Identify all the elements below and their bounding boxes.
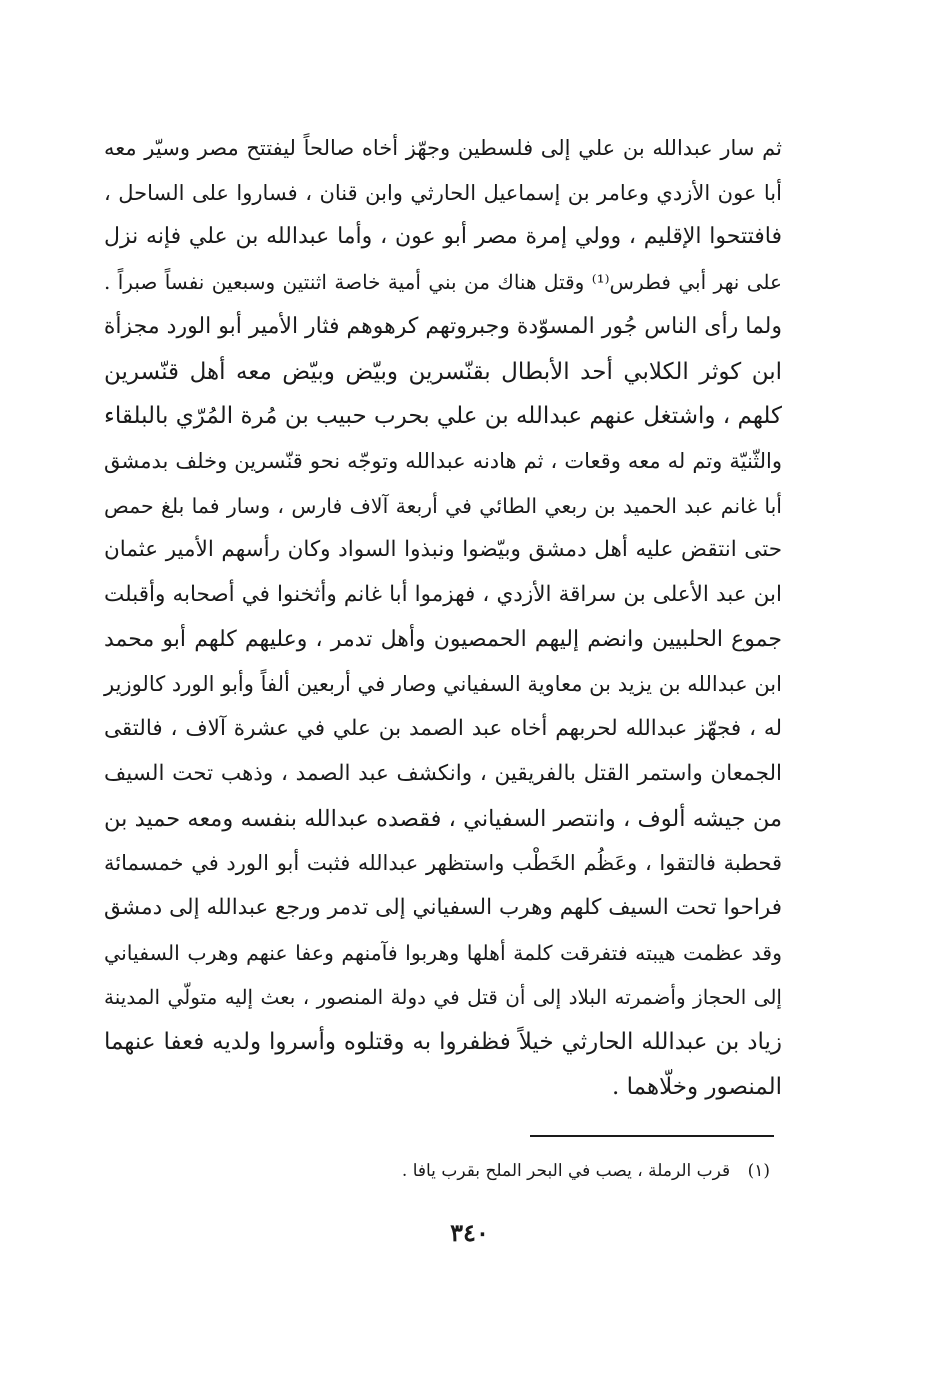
text-line: ثم سار عبدالله بن علي إلى فلسطين وجهّز أخاه صالحاً ليفتتح مصر وسيّر معه — [104, 136, 782, 160]
text-line: على نهر أبي فطرس⁽¹⁾ وقتل هناك من بني أمية خاصة اثنتين وسبعين نفساً صبراً . — [104, 270, 782, 295]
text-line: حتى انتقض عليه أهل دمشق وبيّضوا ونبذوا السواد وكان رأسهم الأمير عثمان — [104, 537, 782, 563]
text-line: وقد عظمت هيبته فتفرقت كلمة أهلها وهربوا فآمنهم وعفا عنهم وهرب السفياني — [104, 940, 782, 965]
text-line: ابن عبدالله بن يزيد بن معاوية السفياني وصار في أربعين ألفاً وأبو الورد كالوزير — [104, 672, 782, 697]
text-line: ولما رأى الناس جُور المسوّدة وجبروتهم كرهوهم فثار الأمير أبو الورد مجزأة — [103, 313, 782, 339]
text-line: من جيشه ألوف ، وانتصر السفياني ، فقصده عبدالله بنفسه ومعه حميد بن — [104, 805, 782, 832]
text-line: أبا عون الأزدي وعامر بن إسماعيل الحارثي وابن قنان ، فساروا على الساحل ، — [104, 180, 782, 205]
text-line: كلهم ، واشتغل عنهم عبدالله بن علي بحرب حبيب بن مُرة المُرّي بالبلقاء — [104, 403, 782, 430]
footnote-number: (١) — [747, 1161, 770, 1181]
text-line: فافتتحوا الإقليم ، وولي إمرة مصر أبو عون ، وأما عبدالله بن علي فإنه نزل — [104, 224, 782, 250]
footnote — [300, 1158, 770, 1184]
text-line: إلى الحجاز وأضمرته البلاد إلى أن قتل في دولة المنصور ، بعث إليه متولّي المدينة — [104, 985, 782, 1010]
text-line: أبا غانم عبد الحميد بن ربعي الطائي في أربعة آلاف فارس ، وسار فما بلغ حمص — [104, 493, 782, 518]
page-number: ٣٤٠ — [450, 1218, 489, 1247]
text-line: ابن كوثر الكلابي أحد الأبطال بقنّسرين وبيّض وبيّض معه أهل قنّسرين — [104, 358, 782, 385]
text-line: ابن عبد الأعلى بن سراقة الأزدي ، فهزموا أبا غانم وأثخنوا في أصحابه وأقبلت — [104, 582, 782, 608]
footnote-separator — [530, 1135, 774, 1137]
text-line: المنصور وخلّاهما . — [612, 1073, 782, 1100]
text-line: جموع الحلبيين وانضم إليهم الحمصيون وأهل تدمر ، وعليهم كلهم أبو محمد — [104, 626, 782, 652]
footnote-text: قرب الرملة ، يصب في البحر الملح بقرب يافا . — [401, 1161, 731, 1181]
text-line: زياد بن عبدالله الحارثي خيلاً فظفروا به وقتلوه وأسروا ولديه فعفا عنهما — [104, 1029, 782, 1056]
text-line: والثّنيّة وتم له معه وقعات ، ثم هادنه عبدالله وتوجّه نحو قنّسرين وخلف بدمشق — [104, 448, 782, 473]
text-line: فراحوا تحت السيف كلهم وهرب السفياني إلى تدمر ورجع عبدالله إلى دمشق — [104, 894, 782, 920]
text-line: قحطبة فالتقوا ، وعَظُم الخَطْب واستظهر عبدالله فثبت أبو الورد في خمسمائة — [104, 851, 782, 876]
text-line: الجمعان واستمر القتل بالفريقين ، وانكشف عبد الصمد ، وذهب تحت السيف — [104, 760, 782, 786]
text-line: له ، فجهّز عبدالله لحربهم أخاه عبد الصمد بن علي في عشرة آلاف ، فالتقى — [104, 716, 782, 742]
main-text-block — [104, 126, 782, 1109]
